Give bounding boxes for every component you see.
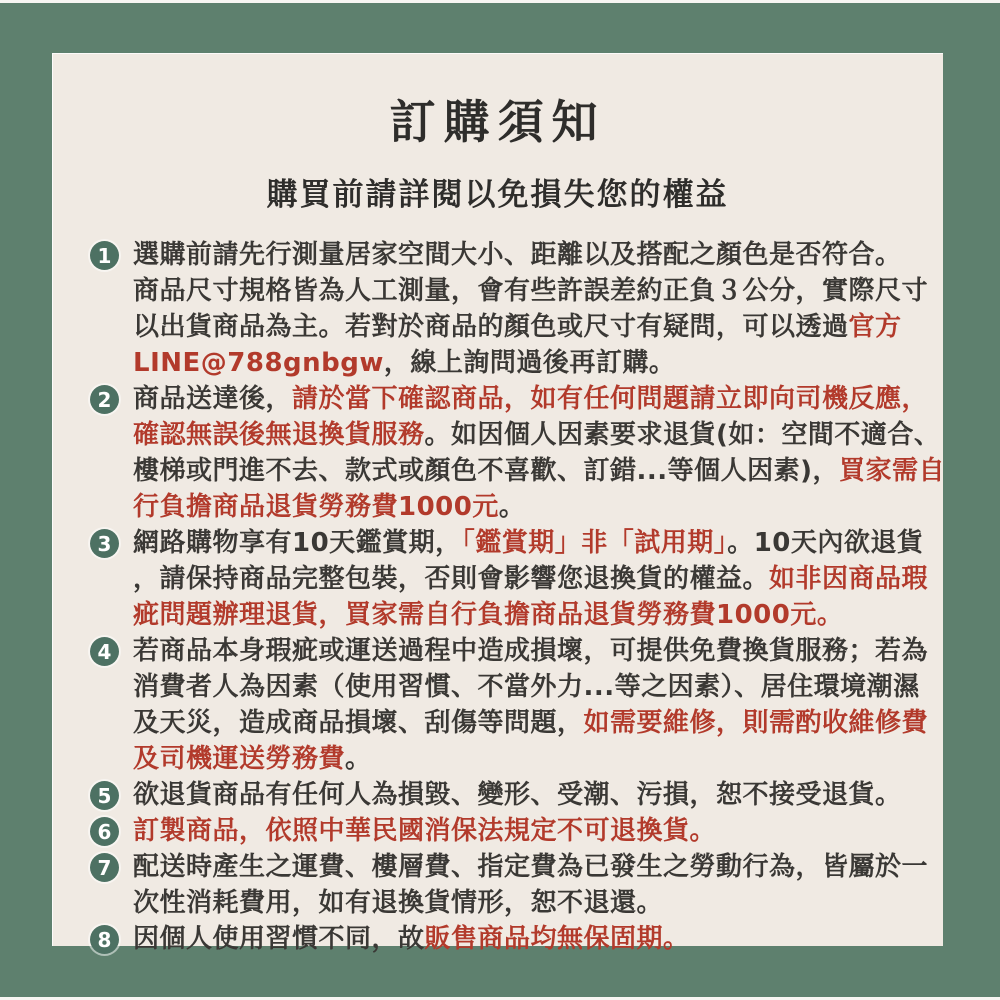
emphasis-text: 官方 [848, 312, 902, 342]
emphasis-text: 如需要維修，則需酌收維修費 [583, 708, 929, 738]
text-line [133, 885, 913, 921]
emphasis-text: LINE@788gnbgw [133, 348, 384, 378]
text-line [133, 813, 913, 849]
notice-item [90, 633, 929, 777]
body-text: 消費者人為因素（使用習慣、不當外力...等之因素）、居住環境潮濕 [133, 672, 920, 702]
text-line [133, 525, 924, 561]
body-text: 次性消耗費用，如有退換貨情形，恕不退還。 [133, 888, 664, 918]
text-line [133, 273, 929, 309]
item-number-badge: 1 [90, 241, 119, 270]
emphasis-text: 如非因商品瑕 [769, 564, 929, 594]
body-text: 以出貨商品為主。若對於商品的顏色或尺寸有疑問，可以透過 [133, 312, 849, 342]
body-text: 欲退貨商品有任何人為損毀、變形、受潮、污損，恕不接受退貨。 [133, 780, 902, 810]
body-text: 。 [345, 744, 372, 774]
text-line [133, 741, 913, 777]
body-text: 商品尺寸規格皆為人工測量，會有些許誤差約正負３公分，實際尺寸 [133, 276, 929, 306]
body-text: 選購前請先行測量居家空間大小、距離以及搭配之顏色是否符合。 [133, 240, 902, 270]
body-text: 網路購物享有10天鑑賞期， [133, 528, 462, 558]
body-text: 樓梯或門進不去、款式或顏色不喜歡、訂錯...等個人因素)， [133, 456, 840, 486]
emphasis-text: 疵問題辦理退貨，買家需自行負擔商品退貨勞務費1000元。 [133, 600, 844, 630]
body-text: 商品送達後， [133, 384, 293, 414]
text-line [133, 489, 913, 525]
item-text [133, 525, 929, 633]
item-number-badge: 3 [90, 529, 119, 558]
emphasis-text: 確認無誤後無退換貨服務 [133, 420, 425, 450]
notice-list [52, 237, 946, 957]
body-text: 配送時產生之運費、樓層費、指定費為已發生之勞動行為，皆屬於一 [133, 852, 929, 882]
notice-item [90, 813, 913, 849]
emphasis-text: 買家需自 [839, 456, 946, 486]
item-number-badge: 2 [90, 385, 119, 414]
item-text [133, 849, 929, 921]
emphasis-text: 販售商品均無保固期。 [424, 924, 690, 954]
page-subtitle: 購買前請詳閱以免損失您的權益 [266, 177, 729, 213]
item-text [133, 633, 929, 777]
notice-panel [52, 53, 946, 954]
body-text: 及天災，造成商品損壞、刮傷等問題， [133, 708, 584, 738]
item-number-badge: 5 [90, 781, 119, 810]
item-text [133, 813, 913, 849]
text-line [133, 381, 929, 417]
text-line [133, 705, 929, 741]
text-line [133, 417, 941, 453]
text-line [133, 561, 929, 597]
text-line [133, 777, 913, 813]
body-text: ，請保持商品完整包裝，否則會影響您退換貨的權益。 [133, 564, 770, 594]
emphasis-text: 及司機運送勞務費 [133, 744, 346, 774]
text-line [133, 597, 913, 633]
item-text [133, 237, 929, 381]
text-line [133, 669, 920, 705]
item-text [133, 777, 913, 813]
body-text: 若商品本身瑕疵或運送過程中造成損壞，可提供免費換貨服務；若為 [133, 636, 929, 666]
item-number-badge: 4 [90, 637, 119, 666]
item-text [133, 381, 946, 525]
text-line [133, 921, 913, 957]
item-number-badge: 8 [90, 925, 119, 954]
item-number-badge: 6 [90, 817, 119, 846]
text-line [133, 633, 929, 669]
text-line [133, 849, 929, 885]
emphasis-text: 行負擔商品退貨勞務費1000元 [133, 492, 499, 522]
body-text: 。 [498, 492, 526, 522]
body-text: 因個人使用習慣不同，故 [133, 924, 425, 954]
page-title: 訂購須知 [389, 95, 606, 149]
top-edge-line [0, 0, 1000, 3]
notice-item [90, 525, 929, 633]
emphasis-text: 「鑑賞期」非「試用期」 [461, 528, 728, 558]
emphasis-text: 訂製商品，依照中華民國消保法規定不可退換貨。 [133, 816, 717, 846]
body-text: ，線上詢問過後再訂購。 [383, 348, 676, 378]
text-line [133, 345, 913, 381]
item-number-badge: 7 [90, 853, 119, 882]
text-line [133, 237, 913, 273]
notice-item [90, 237, 929, 381]
text-line [133, 453, 946, 489]
text-line [133, 309, 913, 345]
emphasis-text: 請於當下確認商品，如有任何問題請立即向司機反應， [292, 384, 929, 414]
body-text: 。10天內欲退貨 [727, 528, 924, 558]
body-text: 。如因個人因素要求退貨(如：空間不適合、 [424, 420, 941, 450]
notice-item [90, 777, 913, 813]
notice-item [90, 849, 929, 921]
notice-item [90, 381, 946, 525]
notice-item [90, 921, 913, 957]
item-text [133, 921, 913, 957]
